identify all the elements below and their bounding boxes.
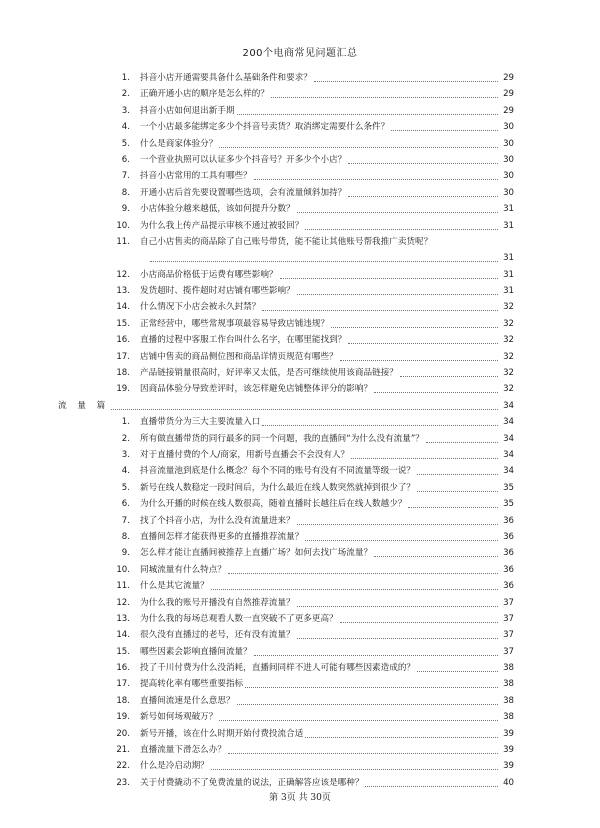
toc-leader-dots [348,185,498,197]
toc-leader-dots [297,513,498,525]
toc-leader-dots [417,480,498,492]
toc-page-number: 31 [503,253,514,264]
toc-page-number: 31 [503,286,514,297]
toc-entry-number: 9. [121,548,130,559]
toc-page-number: 37 [503,597,514,608]
toc-leader-dots [305,529,498,541]
toc-entry[interactable] [112,86,514,102]
toc-leader-dots [150,250,498,262]
toc-entry[interactable] [112,152,514,168]
toc-page-number: 29 [503,105,514,116]
toc-leader-dots [297,283,498,295]
toc-page-number: 36 [503,548,514,559]
toc-leader-dots [262,299,498,311]
toc-leader-dots [228,562,498,574]
toc-page-number: 35 [503,482,514,493]
toc-entry-title: 什么是其它流量？ [140,581,209,592]
toc-entry-number: 11. [116,581,130,592]
toc-section-title: 流 量 篇 [58,400,110,411]
toc-page-number: 30 [503,187,514,198]
toc-page-number: 31 [503,204,514,215]
toc-page-number: 39 [503,761,514,772]
toc-leader-dots [237,103,498,115]
toc-entry-title: 抖音小店如何退出新手期 [140,105,235,116]
toc-entry-number: 11. [116,236,130,247]
toc-entry-title: 很久没有直播过的老号，还有没有流量？ [140,630,295,641]
toc-entry-title: 提高转化率有哪些重要指标 [140,679,244,690]
toc-page-number: 34 [503,417,514,428]
toc-page-number: 36 [503,515,514,526]
toc-entry[interactable] [112,644,514,660]
toc-leader-dots [340,611,498,623]
toc-entry[interactable] [112,299,514,315]
toc-entry-number: 7. [121,515,130,526]
toc-entry-title: 正确开通小店的顺序是怎么样的？ [140,89,269,100]
toc-entry-number: 1. [121,417,130,428]
toc-leader-dots [211,578,498,590]
toc-entry-title: 一个小店最多能绑定多少个抖音号卖货？取消绑定需要什么条件？ [140,122,390,133]
toc-leader-dots [351,447,498,459]
toc-page-number: 32 [503,384,514,395]
toc-entry[interactable] [112,480,514,496]
toc-page-number: 35 [503,499,514,510]
toc-entry-title: 对于直播付费的个人/商家，用新号直播会不会没有人？ [140,449,350,460]
toc-entry[interactable] [112,693,514,709]
toc-entry[interactable] [112,545,514,561]
toc-page-number: 40 [503,777,514,788]
toc-entry-number: 16. [116,663,130,674]
toc-page-number: 31 [503,269,514,280]
toc-leader-dots [314,70,498,82]
toc-entry-number: 2. [121,433,130,444]
toc-entry-number: 3. [121,105,130,116]
toc-entry-number: 7. [121,171,130,182]
toc-entry-title: 店铺中售卖的商品侧位图和商品详情页规范有哪些？ [140,351,338,362]
toc-leader-dots [434,234,498,245]
toc-leader-dots [391,119,498,131]
toc-leader-dots [400,365,498,377]
toc-leader-dots [365,775,498,787]
toc-entry-number: 20. [116,728,130,739]
toc-entry-title: 直播带货分为三大主要流量入口 [140,417,261,428]
toc-page-number: 32 [503,335,514,346]
toc-entry[interactable] [112,185,514,201]
toc-leader-dots [237,693,498,705]
toc-entry-number: 14. [116,302,130,313]
toc-entry[interactable] [112,414,514,430]
toc-entry-number: 19. [116,384,130,395]
toc-entry-number: 8. [121,531,130,542]
toc-leader-dots [331,316,498,328]
toc-entry[interactable] [112,431,514,447]
toc-entry-number: 5. [121,138,130,149]
toc-entry-number: 8. [121,187,130,198]
toc-entry-number: 12. [116,597,130,608]
toc-section-heading[interactable] [58,398,514,414]
toc-entry[interactable] [112,611,514,627]
toc-page-number: 30 [503,138,514,149]
toc-entry-title: 为什么我的账号开播没有自然推荐流量？ [140,597,295,608]
toc-leader-dots [426,431,498,443]
toc-entry[interactable] [112,250,514,266]
toc-page-number: 38 [503,712,514,723]
toc-page-number: 36 [503,581,514,592]
toc-leader-dots [280,267,498,279]
toc-entry-title: 新号开播，该在什么时期开始付费投流合适 [140,728,304,739]
toc-leader-dots [219,709,498,721]
toc-entry[interactable] [112,119,514,135]
toc-page-number: 34 [503,433,514,444]
toc-entry-title: 什么是商家体验分？ [140,138,218,149]
toc-entry-title: 新号如何场观破万？ [140,712,218,723]
toc-entry-title: 什么情况下小店会被永久封禁？ [140,302,261,313]
toc-entry[interactable] [112,742,514,758]
toc-leader-dots [348,332,498,344]
toc-entry[interactable] [112,496,514,512]
toc-entry-title: 自己小店售卖的商品除了自己账号带货，能不能让其他账号帮我推广卖货呢？ [140,236,433,247]
toc-entry-number: 13. [116,613,130,624]
toc-entry-number: 6. [121,499,130,510]
toc-page-number: 32 [503,302,514,313]
toc-leader-dots [211,758,498,770]
toc-entry-title: 直播间怎样才能获得更多的直播推荐流量？ [140,531,304,542]
toc-entry[interactable] [112,136,514,152]
toc-page-number: 32 [503,318,514,329]
toc-entry[interactable] [112,627,514,643]
toc-entry-title: 找了个抖音小店，为什么没有流量进来？ [140,515,295,526]
toc-entry[interactable] [112,332,514,348]
toc-leader-dots [111,398,498,410]
toc-entry-number: 6. [121,154,130,165]
toc-entry[interactable] [112,513,514,529]
toc-entry[interactable] [112,103,514,119]
toc-entry-title: 同城流量有什么特点？ [140,564,226,575]
toc-page-number: 38 [503,679,514,690]
toc-entry[interactable] [112,365,514,381]
toc-entry[interactable] [112,316,514,332]
toc-entry[interactable] [112,70,514,86]
toc-entry-title: 哪些因素会影响直播间流量？ [140,646,252,657]
toc-entry-title: 小店商品价格低于运费有哪些影响？ [140,269,278,280]
toc-entry-title: 小店体验分越来越低，该如何提升分数？ [140,204,295,215]
toc-entry-title: 抖音小店开通需要具备什么基础条件和要求？ [140,73,312,83]
toc-page-number: 39 [503,728,514,739]
toc-entry-number: 15. [116,318,130,329]
toc-entry-number: 19. [116,712,130,723]
toc-leader-dots [254,168,498,180]
toc-page-number: 32 [503,351,514,362]
toc-leader-dots [245,676,498,688]
toc-page-number: 39 [503,745,514,756]
toc-entry-number: 1. [121,73,130,83]
toc-entry-number: 14. [116,630,130,641]
toc-entry-title: 为什么开播的时候在线人数很高，随着直播时长越往后在线人数越少？ [140,499,407,510]
toc-leader-dots [297,201,498,213]
toc-entry-title: 为什么我上传产品提示审核不通过被驳回？ [140,220,304,231]
toc-entry-title: 关于付费撬动不了免费流量的说法，正确解答应该是哪种？ [140,777,364,788]
toc-leader-dots [408,496,498,508]
toc-entry-number: 3. [121,449,130,460]
toc-entry-title: 怎么样才能让直播间被推荐上直播广场？如何去找广场流量？ [140,548,373,559]
toc-page-number: 31 [503,220,514,231]
toc-entry[interactable] [112,381,514,397]
toc-entry[interactable] [112,201,514,217]
toc-entry-title: 直播流量下滑怎么办？ [140,745,226,756]
toc-entry-title: 所有做直播带货的同行最多的同一个问题，我的直播间“为什么没有流量”？ [140,433,424,444]
toc-entry[interactable] [112,726,514,742]
toc-page-number: 37 [503,630,514,641]
toc-entry-number: 12. [116,269,130,280]
toc-entry[interactable] [112,447,514,463]
toc-entry[interactable] [112,676,514,692]
toc-page-number: 30 [503,171,514,182]
toc-leader-dots [262,414,498,426]
toc-entry-number: 18. [116,368,130,379]
toc-entry-title: 新号在线人数稳定一段时间后，为什么最近在线人数突然就掉到很少了？ [140,482,416,493]
toc-entry[interactable] [112,168,514,184]
toc-entry-number: 10. [116,564,130,575]
toc-entry-title: 直播的过程中客服工作台叫什么名字，在哪里能找到？ [140,335,347,346]
toc-entry-title: 直播间流速是什么意思？ [140,695,235,706]
toc-entry[interactable] [112,267,514,283]
toc-page-number: 30 [503,154,514,165]
toc-entry-number: 17. [116,351,130,362]
toc-entry[interactable] [112,709,514,725]
toc-leader-dots [348,152,498,164]
toc-entry[interactable] [112,758,514,774]
toc-leader-dots [374,545,498,557]
toc-leader-dots [417,463,498,475]
toc-page-number: 37 [503,646,514,657]
toc-leader-dots [305,218,498,230]
toc-leader-dots [417,660,498,672]
toc-page-number: 36 [503,564,514,575]
toc-leader-dots [254,644,498,656]
page-footer: 第 3页 共 30页 [269,793,331,803]
toc-entry[interactable] [112,660,514,676]
toc-entry-title: 为什么我的每场总观看人数一直突破不了更多更高？ [140,613,338,624]
toc-entry-title: 产品链接销量很高时，好评率又太低，是否可继续使用该商品链接？ [140,368,398,379]
document-title: 200个电商常见问题汇总 [242,48,358,59]
toc-page-number: 38 [503,663,514,674]
toc-entry-title: 投了千川付费为什么没消耗，直播间同样不进人可能有哪些因素造成的？ [140,663,416,674]
table-of-contents [58,70,514,791]
toc-page-number: 29 [503,89,514,100]
toc-entry-number: 17. [116,679,130,690]
toc-page-number: 34 [503,449,514,460]
toc-entry-number: 4. [121,122,130,133]
toc-leader-dots [374,381,498,393]
toc-leader-dots [340,349,498,361]
toc-entry-number: 2. [121,89,130,100]
toc-entry-title: 抖音小店常用的工具有哪些？ [140,171,252,182]
toc-entry-number: 22. [116,761,130,772]
toc-leader-dots [228,742,498,754]
toc-leader-dots [305,726,498,738]
toc-entry[interactable] [112,578,514,594]
toc-entry[interactable] [112,529,514,545]
toc-entry-number: 18. [116,695,130,706]
toc-entry-title: 开通小店后首先要设置哪些选项，会有流量倾斜加持？ [140,187,347,198]
toc-page-number: 32 [503,368,514,379]
toc-entry-number: 15. [116,646,130,657]
toc-page-number: 30 [503,122,514,133]
toc-entry-title: 什么是冷启动期？ [140,761,209,772]
toc-entry-number: 21. [116,745,130,756]
toc-leader-dots [271,86,498,98]
toc-entry-title: 抖音流量池到底是什么概念？每个不同的账号有没有不同流量等级一说？ [140,466,416,477]
toc-entry[interactable] [112,218,514,234]
toc-page-number: 36 [503,531,514,542]
toc-entry[interactable] [112,595,514,611]
toc-entry-number: 5. [121,482,130,493]
toc-entry-title: 发货超时、揽件超时对店铺有哪些影响？ [140,286,295,297]
toc-leader-dots [297,627,498,639]
toc-entry-number: 4. [121,466,130,477]
toc-entry[interactable] [112,463,514,479]
toc-entry-title: 正常经营中，哪些常规事项最容易导致店铺违规？ [140,318,330,329]
toc-leader-dots [297,595,498,607]
toc-entry-number: 16. [116,335,130,346]
toc-page-number: 34 [503,466,514,477]
toc-entry-title: 因商品体验分导致差评时，该怎样避免店铺整体评分的影响？ [140,384,373,395]
toc-leader-dots [219,136,498,148]
toc-entry-number: 10. [116,220,130,231]
toc-entry[interactable] [112,775,514,791]
toc-page-number: 38 [503,695,514,706]
toc-entry-number: 9. [121,204,130,215]
toc-entry-title: 一个营业执照可以认证多少个抖音号？开多少个小店？ [140,154,347,165]
toc-entry[interactable] [112,234,514,250]
toc-entry[interactable] [112,283,514,299]
toc-entry[interactable] [112,349,514,365]
toc-entry[interactable] [112,562,514,578]
toc-page-number: 37 [503,613,514,624]
toc-page-number: 29 [503,73,514,83]
toc-page-number: 34 [503,400,514,411]
toc-entry-number: 13. [116,286,130,297]
toc-entry-number: 23. [116,777,130,788]
